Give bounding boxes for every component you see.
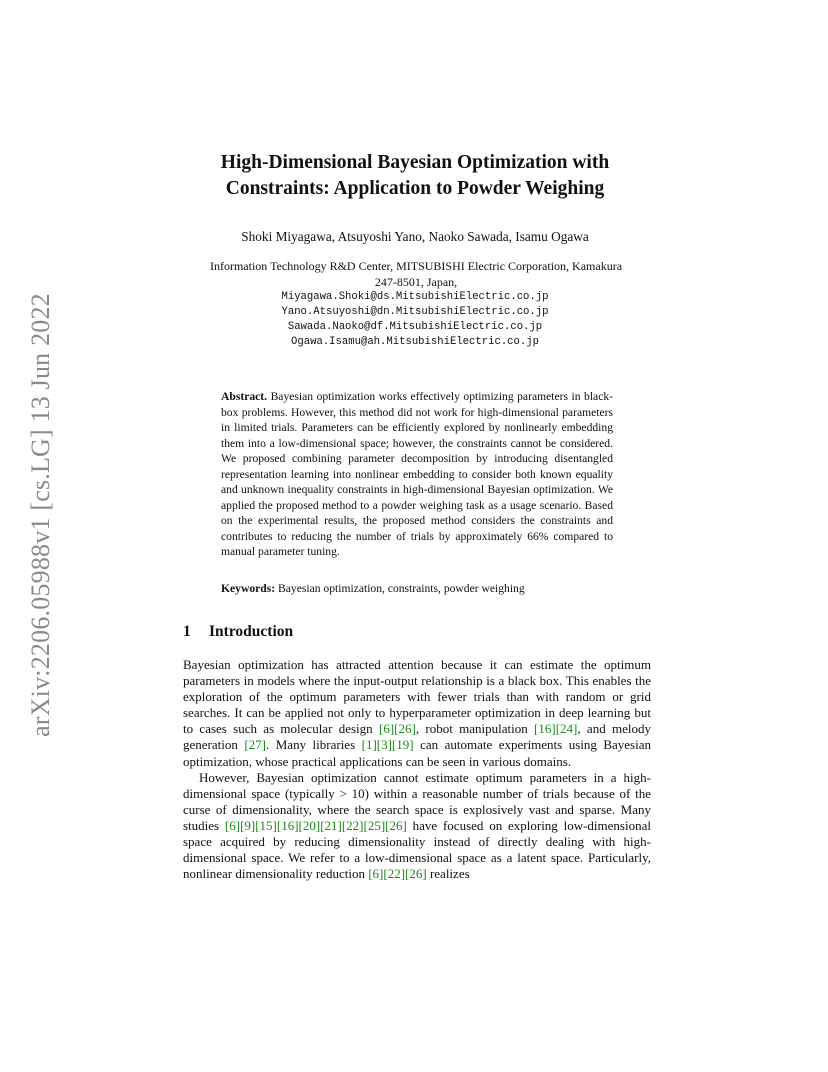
citation-link[interactable]: [1][3][19] (361, 737, 414, 753)
email-list (150, 290, 680, 350)
text-run: have focused on exploring low-dimensional space acquired by reducing dimensionality instead of directly dealing with high-dimensional space. We refer to a low-dimensional space as a latent space. Particularly, nonlinear dimensionality reduction (183, 817, 651, 882)
arxiv-identifier-sidebar (22, 290, 60, 740)
section-number: 1 (183, 623, 191, 640)
email-address[interactable]: Miyagawa.Shoki@ds.MitsubishiElectric.co.jp (281, 291, 549, 303)
title-line-2: Constraints: Application to Powder Weighing (225, 178, 605, 199)
section-heading (183, 623, 293, 641)
text-run: However, Bayesian optimization cannot estimate optimum parameters in a high-dimensional space (typically > 10) within a reasonable number of trials because of the curse of dimensionality, where the search space is explosively vast and sparse. Many studies (183, 769, 651, 833)
abstract (221, 389, 613, 560)
affiliation (160, 258, 672, 290)
paragraph (183, 657, 651, 770)
keywords-label: Keywords: (221, 582, 276, 595)
citation-link[interactable]: [6][26] (378, 721, 416, 737)
email-address[interactable]: Sawada.Naoko@df.MitsubishiElectric.co.jp (287, 321, 543, 333)
keywords (221, 581, 613, 597)
paragraph (183, 770, 651, 883)
author-list: Shoki Miyagawa, Atsuyoshi Yano, Naoko Sawada, Isamu Ogawa (241, 229, 589, 244)
citation-link[interactable]: [6][9][15][16][20][21][22][25][26] (224, 817, 407, 833)
text-run: realizes (426, 866, 470, 882)
section-title: Introduction (209, 623, 294, 640)
citation-link[interactable]: [6][22][26] (368, 866, 427, 882)
affiliation-line-1: Information Technology R&D Center, MITSUBISHI Electric Corporation, Kamakura (209, 259, 623, 273)
citation-link[interactable]: [27] (244, 737, 267, 753)
title-line-1: High-Dimensional Bayesian Optimization with (220, 152, 610, 173)
body-text (183, 657, 651, 882)
email-address[interactable]: Ogawa.Isamu@ah.MitsubishiElectric.co.jp (291, 336, 539, 348)
text-run: , robot manipulation (415, 721, 535, 737)
text-run: can automate experiments using Bayesian optimization, whose practical applications can be seen in various domains. (183, 737, 651, 769)
email-address[interactable]: Yano.Atsuyoshi@dn.MitsubishiElectric.co.jp (281, 306, 549, 318)
citation-link[interactable]: [16][24] (534, 721, 578, 737)
abstract-text: Bayesian optimization works effectively optimizing parameters in black-box problems. However, this method did not work for high-dimensional parameters in limited trials. Parameters can be efficiently explored by nonlinearly embedding them into a low-dimensional space; however, the constraints cannot be considered. We proposed combining parameter decomposition by introducing disentangled representation learning into nonlinear embedding to consider both known equality and unknown inequality constraints in high-dimensional Bayesian optimization. We applied the proposed method to a powder weighing task as a usage scenario. Based on the experimental results, the proposed method considers the constraints and contributes to reducing the number of trials by approximately 66% compared to manual parameter tuning. (221, 390, 613, 558)
text-run: Bayesian optimization has attracted attention because it can estimate the optimum parameters in models where the input-output relationship is a black box. This enables the exploration of the optimum parameters with fewer trials than with random or grid searches. It can be applied not only to hyperparameter optimization in deep learning but to cases such as molecular design (183, 657, 651, 737)
keywords-text: Bayesian optimization, constraints, powder weighing (278, 582, 525, 595)
text-run: . Many libraries (266, 737, 362, 753)
affiliation-line-2: 247-8501, Japan, (374, 275, 458, 289)
abstract-label: Abstract. (221, 390, 268, 403)
text-run: , and melody generation (183, 721, 652, 753)
paper-title (150, 150, 680, 202)
arxiv-identifier: arXiv:2206.05988v1 [cs.LG] 13 Jun 2022 (26, 293, 55, 737)
